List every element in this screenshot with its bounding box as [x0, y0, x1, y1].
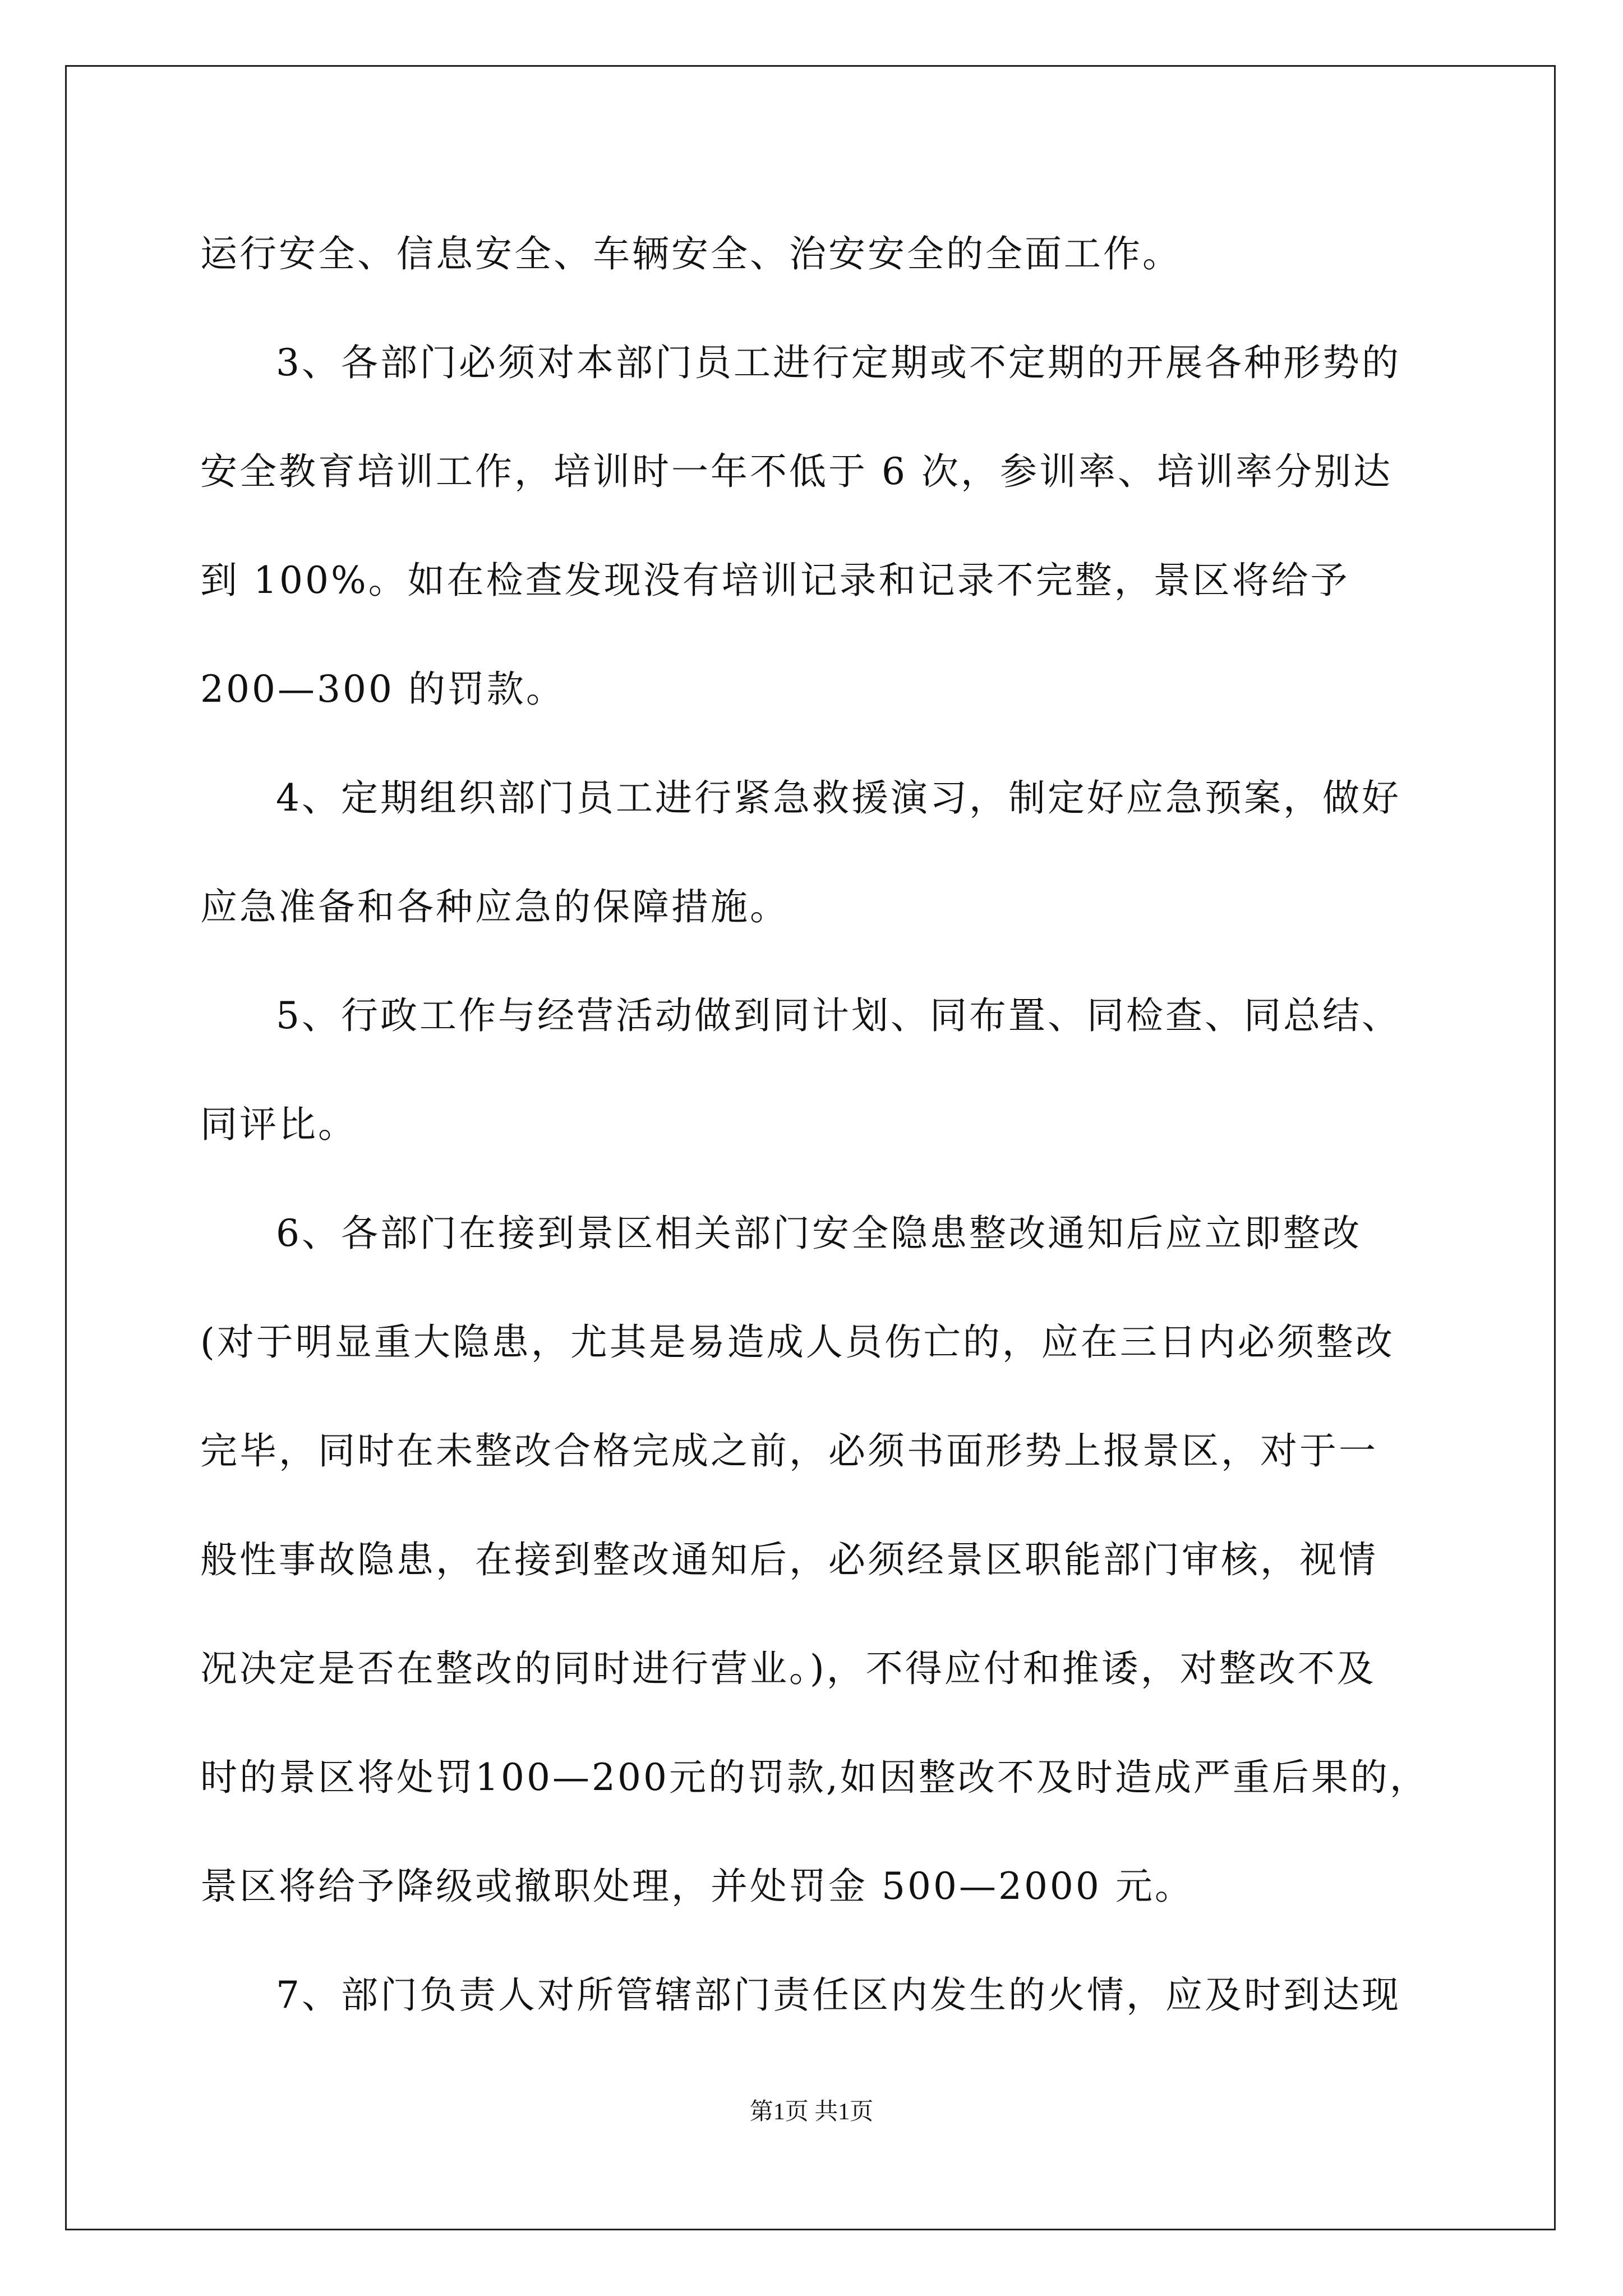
text-line: 应急准备和各种应急的保障措施。	[200, 885, 789, 928]
text-line: 3、各部门必须对本部门员工进行定期或不定期的开展各种形势的	[276, 341, 1401, 384]
text-line: 4、定期组织部门员工进行紧急救援演习，制定好应急预案，做好	[276, 776, 1401, 820]
text-line: 景区将给予降级或撤职处理，并处罚金 500—2000 元。	[200, 1865, 1194, 1908]
text-line: 运行安全、信息安全、车辆安全、治安安全的全面工作。	[200, 232, 1182, 275]
text-line: 到 100%。如在检查发现没有培训记录和记录不完整，景区将给予	[200, 559, 1350, 602]
page-footer	[0, 2095, 1623, 2129]
text-line: 6、各部门在接到景区相关部门安全隐患整改通知后应立即整改	[276, 1212, 1362, 1255]
text-line: 时的景区将处罚100—200元的罚款,如因整改不及时造成严重后果的，	[200, 1756, 1429, 1799]
document-body	[200, 218, 1434, 2068]
text-line: 200—300 的罚款。	[200, 668, 565, 711]
text-line: 般性事故隐患，在接到整改通知后，必须经景区职能部门审核，视情	[200, 1538, 1378, 1581]
text-line: 7、部门负责人对所管辖部门责任区内发生的火情，应及时到达现	[276, 1973, 1401, 2017]
text-line: 完毕，同时在未整改合格完成之前，必须书面形势上报景区，对于一	[200, 1429, 1378, 1473]
page-number: 第1页 共1页	[749, 2099, 874, 2125]
text-line: 同评比。	[200, 1103, 357, 1146]
text-line: 况决定是否在整改的同时进行营业。)，不得应付和推诿，对整改不及	[200, 1647, 1376, 1690]
text-line: (对于明显重大隐患，尤其是易造成人员伤亡的，应在三日内必须整改	[200, 1320, 1395, 1364]
text-line: 安全教育培训工作，培训时一年不低于 6 次，参训率、培训率分别达	[200, 450, 1393, 493]
text-line: 5、行政工作与经营活动做到同计划、同布置、同检查、同总结、	[276, 994, 1401, 1037]
